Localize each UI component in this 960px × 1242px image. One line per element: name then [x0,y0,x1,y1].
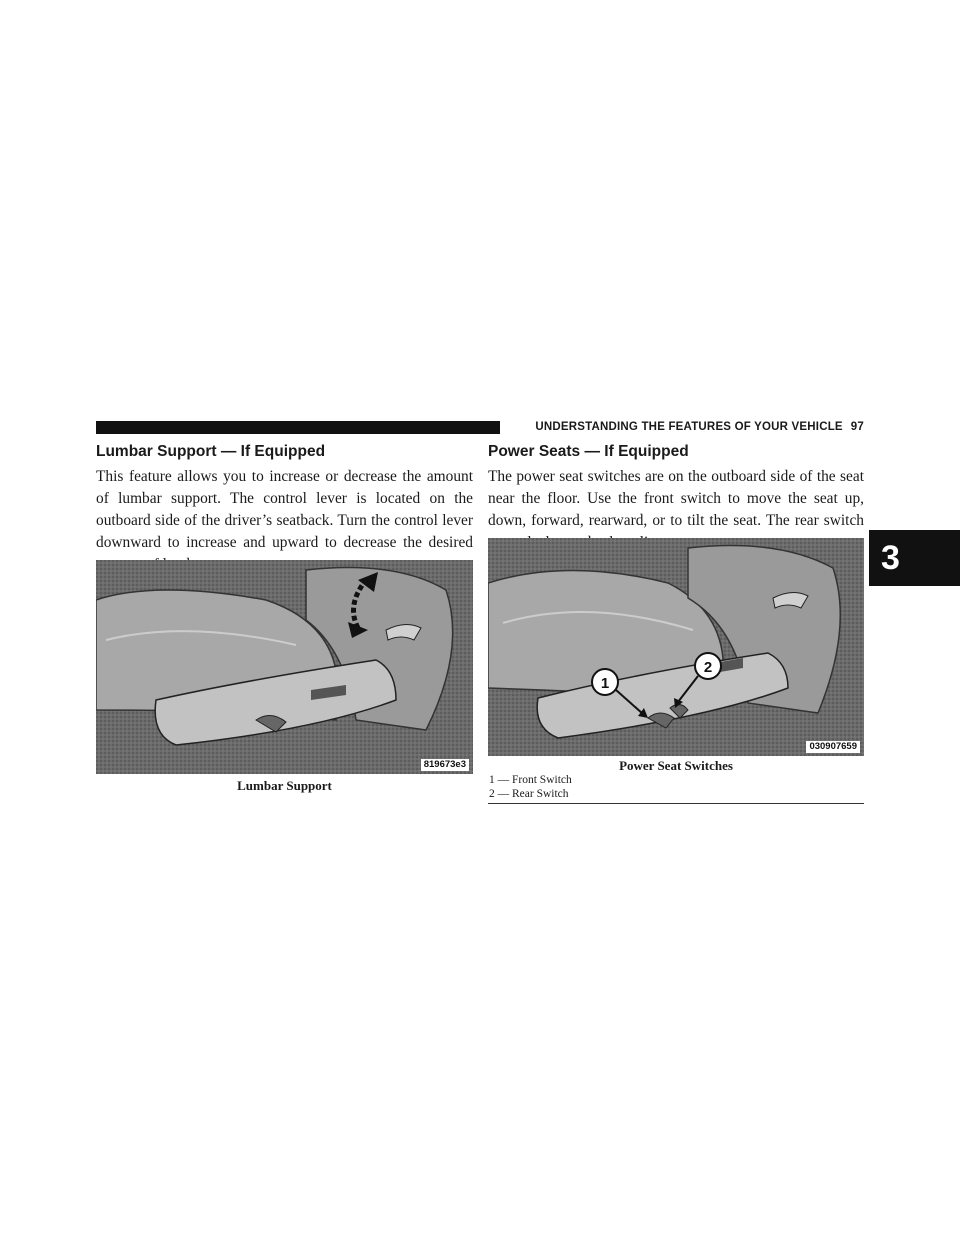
power-seats-body: The power seat switches are on the outboard side of the seat near the floor. Use the front switch to move the seat up, down, forward, rearward, or to tilt the seat. The rear switch [488,468,864,529]
svg-text:1: 1 [600,675,610,692]
power-seat-caption: Power Seat Switches [619,758,733,773]
power-seat-legend [489,773,864,801]
header-section-title: UNDERSTANDING THE FEATURES OF YOUR VEHICLE [535,421,843,433]
lumbar-support-heading: Lumbar Support — If Equipped [96,443,326,460]
lumbar-support-caption: Lumbar Support [237,778,332,793]
svg-text:2: 2 [703,659,713,676]
header-rule-bar [96,421,500,434]
power-seat-figure [488,538,864,756]
figure-code: 030907659 [806,741,860,753]
lumbar-seat-illustration [96,560,473,774]
header-page-number: 97 [850,421,864,433]
lumbar-support-section [96,442,473,576]
legend-rule [488,803,864,804]
chapter-tab: 3 [869,530,960,586]
power-seats-heading: Power Seats — If Equipped [488,443,689,460]
figure-code: 819673e3 [421,759,469,771]
lumbar-support-body: This feature allows you to increase or decrease the amount of lumbar support. The control lever is located on the outboard side of the driver’s seatback. Turn the control lever downward to increase and upward to decrease the desired [96,468,473,551]
running-header [508,418,864,436]
legend-item-front-switch: 1 — Front Switch [489,774,572,786]
power-seat-illustration [488,538,864,756]
lumbar-support-figure [96,560,473,774]
legend-item-rear-switch: 2 — Rear Switch [489,788,569,800]
